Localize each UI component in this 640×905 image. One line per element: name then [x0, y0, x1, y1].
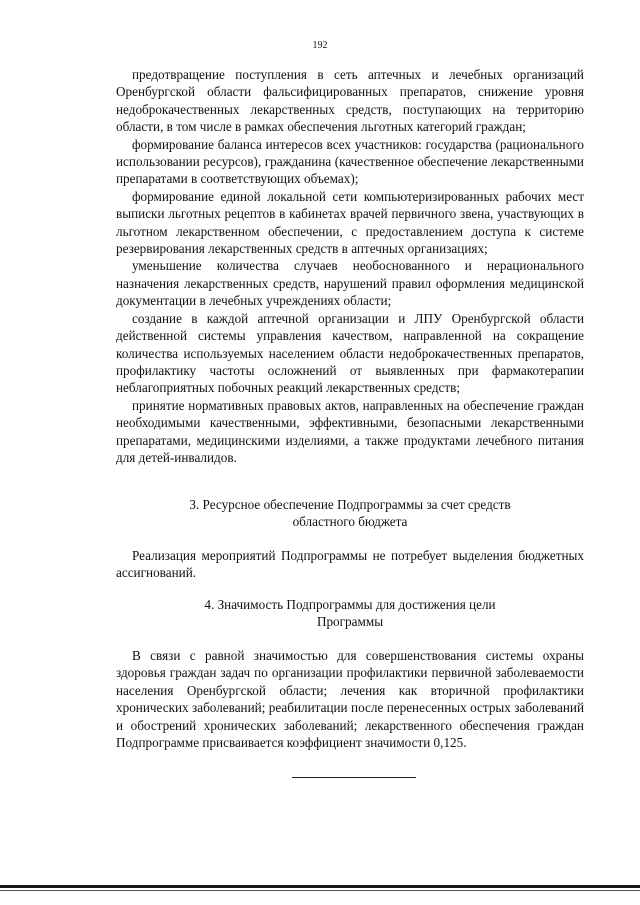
goal-paragraph: уменьшение количества случаев необоснованного и нерационального назначения лекарственных средств, нарушений правил оформления медицинской документации в лечебных учреждениях области; [116, 258, 584, 309]
section-3-heading [116, 496, 584, 531]
goal-paragraph: создание в каждой аптечной организации и ЛПУ Оренбургской области действенной системы управления качеством, направленной на сокращение количества используемых населением области недоброкачественных препаратов, профилактику частоты осложнений от выявленных при фармакотерапии неблагоприятных побочных реакций лекарственных средств; [116, 310, 584, 396]
goal-paragraph: принятие нормативных правовых актов, направленных на обеспечение граждан необходимыми качественными, эффективными, безопасными лекарственными препаратами, медицинскими изделиями, а также продуктами лечебного питания для детей-инвалидов. [116, 397, 584, 465]
end-rule [292, 777, 416, 778]
section-4-heading-line1: 4. Значимость Подпрограммы для достижения цели [204, 597, 496, 612]
goal-paragraph: формирование баланса интересов всех участников: государства (рационального использовании ресурсов), гражданина (качественное обеспечение лекарственными препаратами в соответствующих объемах); [116, 136, 584, 187]
section-3-heading-line1: 3. Ресурсное обеспечение Подпрограммы за счет средств [189, 497, 511, 512]
section-4-heading-line2: Программы [316, 614, 384, 630]
section-3-paragraph: Реализация мероприятий Подпрограммы не потребует выделения бюджетных ассигнований. [116, 548, 584, 581]
page-number: 192 [312, 40, 328, 51]
page-bottom-border [0, 885, 640, 888]
goal-paragraph: формирование единой локальной сети компьютеризированных рабочих мест выписки льготных рецептов в кабинетах врачей первичного звена, участвующих в льготном лекарственном обеспечении, с предоставлением доступа к системе резервирования лекарственных средств в аптечных организациях; [116, 188, 584, 257]
section-3-body [116, 547, 584, 582]
goal-paragraph: предотвращение поступления в сеть аптечных и лечебных организаций Оренбургской области фальсифицированных препаратов, снижение уровня недоброкачественных лекарственных средств, поступающих на территорию области, в том числе в рамках обеспечения льготных категорий граждан; [116, 67, 584, 135]
section-4-body [116, 647, 584, 751]
page-bottom-border-thin [0, 890, 640, 891]
section-4-heading [116, 596, 584, 631]
section-4-paragraph: В связи с равной значимостью для совершенствования системы охраны здоровья граждан задач по организации профилактики первичной заболеваемости населения Оренбургской области; лечения как вторичной профилактики хронических заболеваний; реабилитации после перенесенных острых заболеваний и обострений хронических заболеваний; лекарственного обеспечения граждан Подпрограмме присваивается коэффициент значимости 0,125. [116, 648, 584, 751]
goals-list [116, 66, 584, 466]
section-3-heading-line2: областного бюджета [292, 514, 408, 530]
